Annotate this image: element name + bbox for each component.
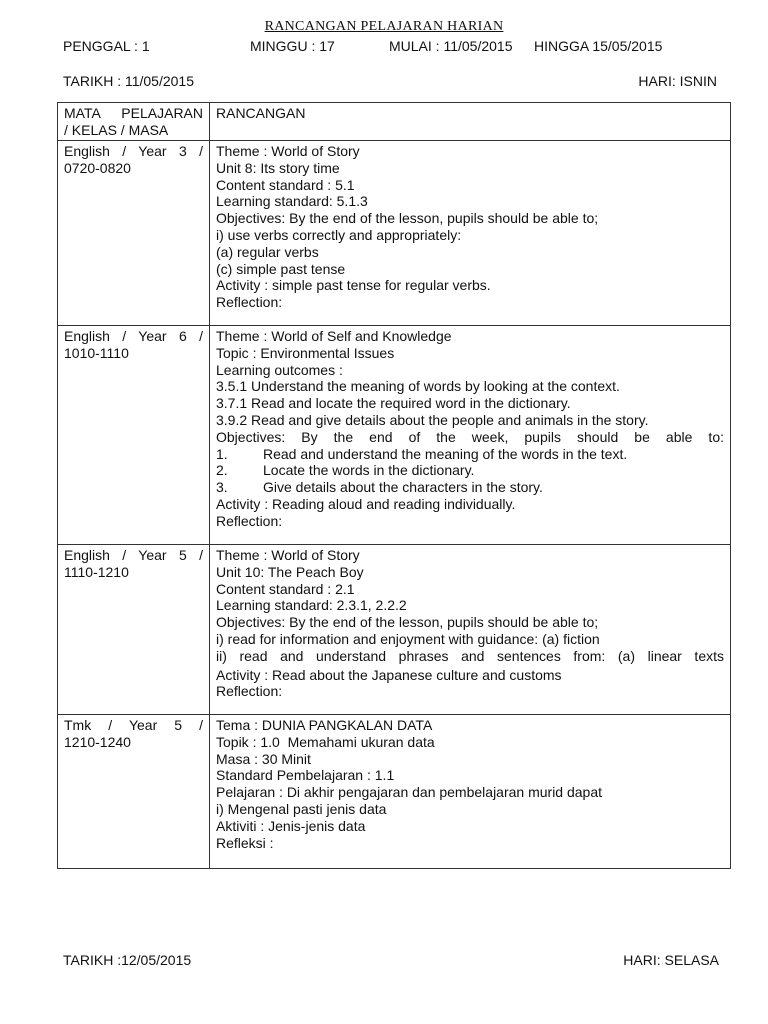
item-number: 3.	[216, 479, 228, 496]
plan-line: (a) regular verbs	[216, 243, 319, 260]
plan-line: 3.5.1 Understand the meaning of words by looking at the context.	[216, 378, 620, 395]
plan-line: Content standard : 2.1	[216, 580, 355, 597]
subject-line: Tmk / Year 5 /	[64, 717, 203, 733]
plan-line: Unit 8: Its story time	[216, 159, 340, 176]
plan-line: Masa : 30 Minit	[216, 750, 311, 767]
plan-line: 3.7.1 Read and locate the required word in the dictionary.	[216, 395, 571, 412]
plan-line: Aktiviti : Jenis-jenis data	[216, 817, 366, 834]
plan-line: ii) read and understand phrases and sentences from: (a) linear texts	[216, 647, 724, 664]
item-text: Read and understand the meaning of the words in the text.	[263, 445, 628, 462]
table-row	[58, 545, 731, 715]
table-row	[58, 141, 731, 326]
plan-line: Theme : World of Self and Knowledge	[216, 328, 452, 344]
plan-line: Unit 10: The Peach Boy	[216, 563, 364, 580]
plan-line: Activity : Reading aloud and reading individually.	[216, 495, 516, 512]
table-row	[58, 715, 731, 869]
plan-cell	[210, 141, 731, 326]
plan-cell	[210, 715, 731, 869]
item-number: 2.	[216, 462, 228, 479]
time-line: 1010-1110	[64, 344, 129, 361]
subject-cell	[58, 545, 210, 715]
plan-line: 3.9.2 Read and give details about the people and animals in the story.	[216, 411, 649, 428]
subject-cell	[58, 141, 210, 326]
plan-line: Content standard : 5.1	[216, 176, 355, 193]
plan-line: Objectives: By the end of the week, pupils should be able to:	[216, 428, 724, 445]
minggu-label: MINGGU : 17	[250, 38, 335, 54]
subject-line: English / Year 3 /	[64, 143, 203, 159]
item-number: 1.	[216, 445, 228, 462]
plan-line: Learning standard: 5.1.3	[216, 193, 368, 210]
tarikh-1: TARIKH : 11/05/2015	[63, 73, 194, 89]
hari-1: HARI: ISNIN	[638, 73, 717, 89]
plan-cell	[210, 545, 731, 715]
subject-line: English / Year 5 /	[64, 547, 203, 563]
time-line: 0720-0820	[64, 159, 131, 176]
plan-line: Topic : Environmental Issues	[216, 344, 395, 361]
plan-cell	[210, 326, 731, 545]
lesson-plan-table	[57, 102, 731, 869]
plan-line: Reflection:	[216, 294, 283, 311]
plan-line: Learning standard: 2.3.1, 2.2.2	[216, 597, 407, 614]
header-subject-line2: / KELAS / MASA	[64, 121, 169, 138]
plan-line: Refleksi :	[216, 834, 274, 851]
document-title: RANCANGAN PELAJARAN HARIAN	[264, 19, 504, 34]
plan-line: Reflection:	[216, 683, 283, 700]
subject-line: English / Year 6 /	[64, 328, 203, 344]
hingga-label: HINGGA 15/05/2015	[534, 38, 663, 54]
numbered-item	[216, 462, 724, 479]
header-cell-plan	[210, 103, 731, 141]
tarikh-2: TARIKH :12/05/2015	[63, 952, 192, 968]
table-header-row	[58, 103, 731, 141]
plan-line: Learning outcomes :	[216, 361, 343, 378]
time-line: 1210-1240	[64, 733, 131, 750]
header-subject-line1: MATA PELAJARAN	[64, 105, 203, 121]
header-cell-subject	[58, 103, 210, 141]
plan-line: Topik : 1.0 Memahami ukuran data	[216, 733, 435, 750]
plan-line: Standard Pembelajaran : 1.1	[216, 767, 395, 784]
plan-line: Theme : World of Story	[216, 143, 360, 159]
plan-line: Theme : World of Story	[216, 547, 360, 563]
hari-2: HARI: SELASA	[623, 952, 719, 968]
plan-line: Activity : simple past tense for regular verbs.	[216, 277, 491, 294]
plan-line: i) Mengenal pasti jenis data	[216, 800, 387, 817]
plan-line: i) use verbs correctly and appropriately:	[216, 226, 462, 243]
plan-line: (c) simple past tense	[216, 260, 346, 277]
plan-line: Objectives: By the end of the lesson, pupils should be able to;	[216, 614, 599, 631]
numbered-item	[216, 479, 724, 496]
item-text: Give details about the characters in the story.	[263, 479, 543, 496]
numbered-item	[216, 446, 724, 463]
time-line: 1110-1210	[64, 563, 129, 580]
plan-line: Objectives: By the end of the lesson, pupils should be able to;	[216, 210, 599, 227]
table-row	[58, 326, 731, 545]
plan-line: Tema : DUNIA PANGKALAN DATA	[216, 717, 433, 733]
header-plan-label: RANCANGAN	[216, 105, 306, 121]
plan-line: Activity : Read about the Japanese culture and customs	[216, 666, 562, 683]
item-text: Locate the words in the dictionary.	[263, 462, 475, 479]
plan-line: Reflection:	[216, 512, 283, 529]
plan-line: Pelajaran : Di akhir pengajaran dan pembelajaran murid dapat	[216, 784, 603, 801]
subject-cell	[58, 326, 210, 545]
plan-line: i) read for information and enjoyment with guidance: (a) fiction	[216, 630, 600, 647]
mulai-label: MULAI : 11/05/2015	[389, 38, 513, 54]
penggal-label: PENGGAL : 1	[63, 38, 150, 54]
subject-cell	[58, 715, 210, 869]
